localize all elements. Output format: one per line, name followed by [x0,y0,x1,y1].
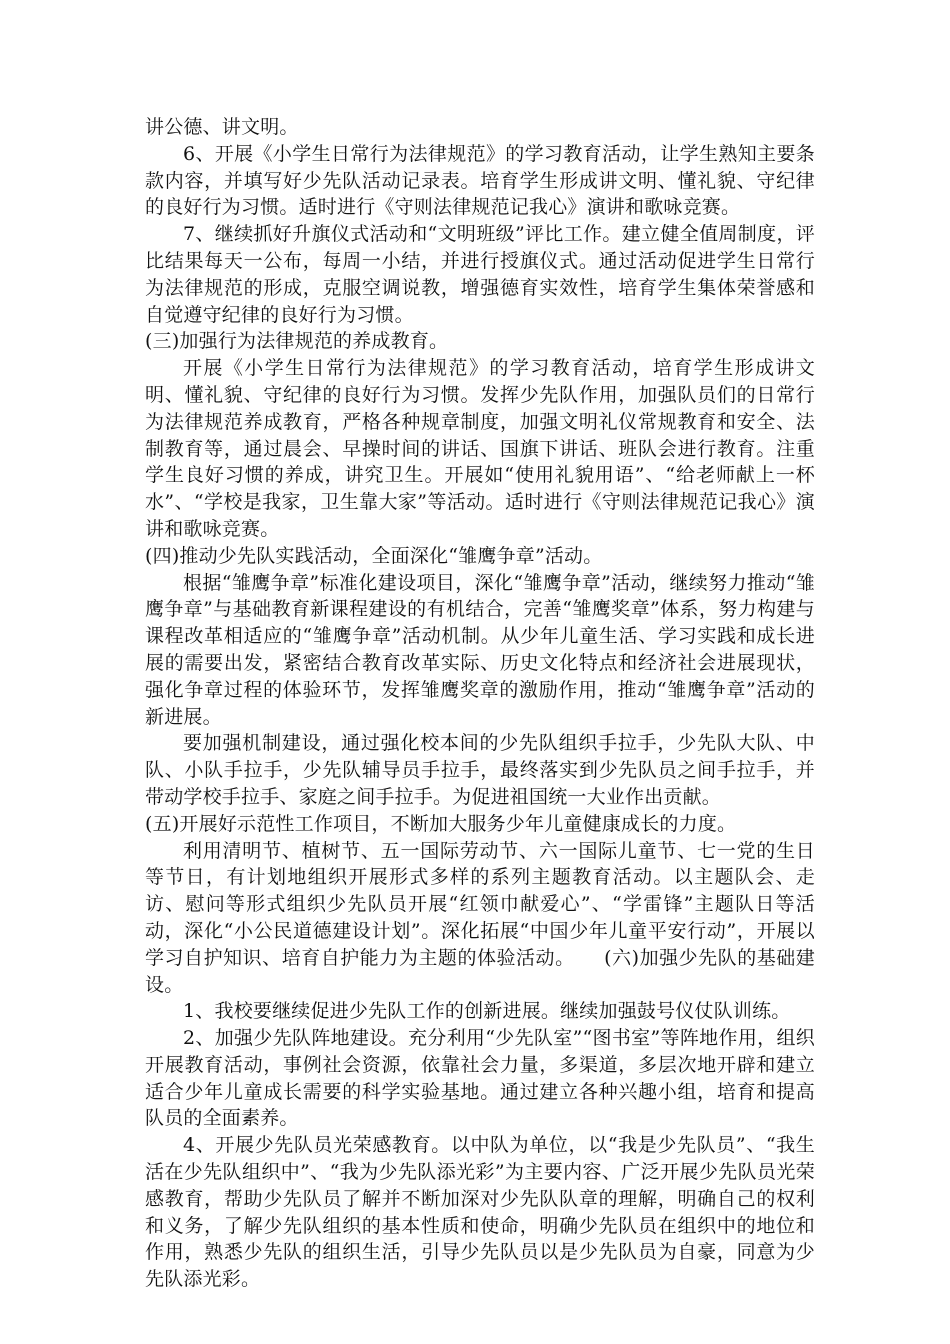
section-heading-5: (五)开展好示范性工作项目，不断加大服务少年儿童健康成长的力度。 [145,812,737,835]
paragraph-item-7: 7、继续抓好升旗仪式活动和“文明班级”评比工作。建立健全值周制度，评比结果每天一公布，每周一小结，并进行授旗仪式。通过活动促进学生日常行为法律规范的形成，克服空调说教，增强德育实效性，培育学生集体荣誉感和自觉遵守纪律的良好行为习惯。 [145,223,815,326]
section-heading-4: (四)推动少先队实践活动，全面深化“雏鹰争章”活动。 [145,544,603,567]
paragraph-item-1: 1、我校要继续促进少先队工作的创新进展。继续加强鼓号仪仗队训练。 [183,1000,791,1023]
section-heading-3: (三)加强行为法律规范的养成教育。 [145,330,449,353]
paragraph-item-2: 2、加强少先队阵地建设。充分利用“少先队室”“图书室”等阵地作用，组织开展教育活动，事例社会资源，依靠社会力量，多渠道，多层次地开辟和建立适合少年儿童成长需要的科学实验基地。通过建立各种兴趣小组，培育和提高队员的全面素养。 [145,1027,815,1130]
document-page [145,114,815,1293]
paragraph-item-6: 6、开展《小学生日常行为法律规范》的学习教育活动，让学生熟知主要条款内容，并填写好少先队活动记录表。培育学生形成讲文明、懂礼貌、守纪律的良好行为习惯。适时进行《守则法律规范记我心》演讲和歌咏竞赛。 [145,142,815,219]
paragraph-continuation: 讲公德、讲文明。 [145,116,299,138]
paragraph-section-4a: 根据“雏鹰争章”标准化建设项目，深化“雏鹰争章”活动，继续努力推动“雏鹰争章”与基础教育新课程建设的有机结合，完善“雏鹰奖章”体系，努力构建与课程改革相适应的“雏鹰争章”活动机制。从少年儿童生活、学习实践和成长进展的需要出发，紧密结合教育改革实际、历史文化特点和经济社会进展现状，强化争章过程的体验环节，发挥雏鹰奖章的激励作用，推动“雏鹰争章”活动的新进展。 [145,571,815,728]
paragraph-section-3: 开展《小学生日常行为法律规范》的学习教育活动，培育学生形成讲文明、懂礼貌、守纪律的良好行为习惯。发挥少先队作用，加强队员们的日常行为法律规范养成教育，严格各种规章制度，加强文明礼仪常规教育和安全、法制教育等，通过晨会、早操时间的讲话、国旗下讲话、班队会进行教育。注重学生良好习惯的养成，讲究卫生。开展如“使用礼貌用语”、“给老师献上一杯水”、“学校是我家，卫生靠大家”等活动。适时进行《守则法律规范记我心》演讲和歌咏竞赛。 [145,357,815,540]
paragraph-item-4: 4、开展少先队员光荣感教育。以中队为单位，以“我是少先队员”、“我生活在少先队组织中”、“我为少先队添光彩”为主要内容、广泛开展少先队员光荣感教育，帮助少先队员了解并不断加深对少先队队章的理解，明确自己的权利和义务，了解少先队组织的基本性质和使命，明确少先队员在组织中的地位和作用，熟悉少先队的组织生活，引导少先队员以是少先队员为自豪，同意为少先队添光彩。 [145,1134,815,1291]
paragraph-section-4b: 要加强机制建设，通过强化校本间的少先队组织手拉手，少先队大队、中队、小队手拉手，少先队辅导员手拉手，最终落实到少先队员之间手拉手，并带动学校手拉手、家庭之间手拉手。为促进祖国统一大业作出贡献。 [145,732,815,808]
paragraph-section-5: 利用清明节、植树节、五一国际劳动节、六一国际儿童节、七一党的生日等节日，有计划地组织开展形式多样的系列主题教育活动。以主题队会、走访、慰问等形式组织少先队员开展“红领巾献爱心”、“学雷锋”主题队日等活动，深化“小公民道德建设计划”。深化拓展“中国少年儿童平安行动”，开展以学习自护知识、培育自护能力为主题的体验活动。 (六)加强少先队的基础建设。 [145,839,815,996]
